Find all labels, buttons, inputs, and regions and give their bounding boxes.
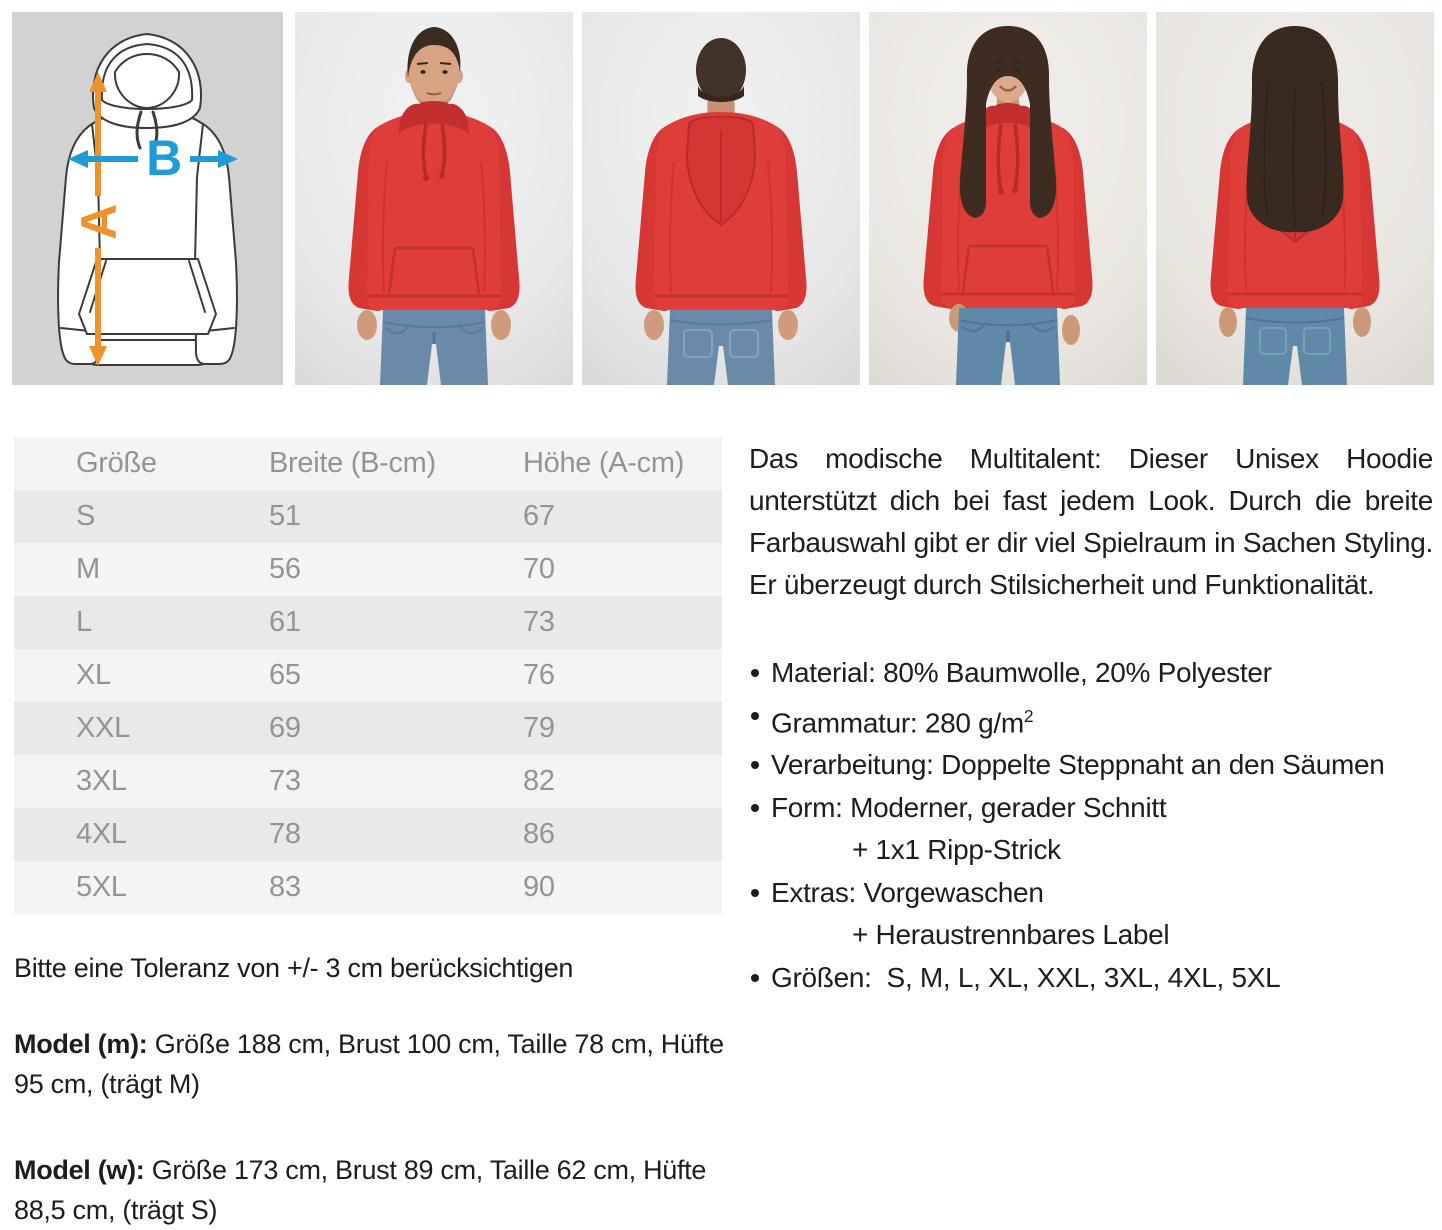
size-table-row: S 51 67 <box>14 490 722 543</box>
col-header-breite: Breite (B-cm) <box>269 447 436 479</box>
size-table <box>14 437 722 914</box>
model-m-info <box>14 1024 726 1104</box>
size-table-row: 5XL 83 90 <box>14 861 722 914</box>
model-w-info <box>14 1150 726 1230</box>
bullet-icon <box>751 712 759 720</box>
model-w-label: Model (w): <box>14 1155 145 1185</box>
bullet-icon <box>751 761 759 769</box>
feature-item-grammatur: Grammatur: 280 $g/m^2$ <box>749 695 1433 745</box>
size-table-row: XL 65 76 <box>14 649 722 702</box>
bullet-icon <box>751 669 759 677</box>
size-diagram-image <box>12 12 283 385</box>
size-table-row: M 56 70 <box>14 543 722 596</box>
label-a: A <box>71 204 127 240</box>
label-b: B <box>146 130 182 186</box>
feature-item-verarbeitung: Verarbeitung: Doppelte Steppnaht an den Säumen <box>749 744 1433 787</box>
tolerance-note: Bitte eine Toleranz von +/- 3 cm berücksichtigen <box>14 953 574 983</box>
feature-item-form: Form: Moderner, gerader Schnitt <box>749 787 1433 830</box>
feature-item-form-sub: + 1x1 Ripp-Strick <box>852 834 1061 866</box>
model-w-text: Größe 173 cm, Brust 89 cm, Taille 62 cm, Hüfte 88,5 cm, (trägt S) <box>14 1155 707 1225</box>
bullet-icon <box>751 974 759 982</box>
feature-item-extras: Extras: Vorgewaschen <box>749 872 1433 915</box>
size-table-row: L 61 73 <box>14 596 722 649</box>
superscript-2: 2 <box>1023 705 1034 726</box>
size-info-column <box>14 437 726 1230</box>
col-header-groesse: Größe <box>76 447 157 479</box>
bullet-icon <box>751 804 759 812</box>
bullet-icon <box>751 889 759 897</box>
size-table-row: 4XL 78 86 <box>14 808 722 861</box>
size-table-row: XXL 69 79 <box>14 702 722 755</box>
product-description <box>749 438 1433 999</box>
feature-item-extras-sub: + Heraustrennbares Label <box>852 919 1170 951</box>
feature-item-groessen: Größen: S, M, L, XL, XXL, 3XL, 4XL, 5XL <box>749 957 1433 1000</box>
size-table-row: 3XL 73 82 <box>14 755 722 808</box>
model-m-text: Größe 188 cm, Brust 100 cm, Taille 78 cm, Hüfte 95 cm, (trägt M) <box>14 1029 724 1099</box>
col-header-hoehe: Höhe (A-cm) <box>523 447 685 479</box>
description-intro: Das modische Multitalent: Dieser Unisex Hoodie unterstützt dich bei fast jedem Look. Durch die breite Farbauswahl gibt er dir viel Spielraum in Sachen Styling. Er überzeugt durch Stilsicherheit und Funktionalität. <box>749 443 1433 600</box>
size-table-header-row <box>14 437 722 490</box>
feature-item-material: Material: 80% Baumwolle, 20% Polyester <box>749 652 1433 695</box>
photo-male-front <box>295 12 573 385</box>
photo-female-front <box>869 12 1147 385</box>
feature-list <box>749 652 1433 999</box>
photo-male-back <box>582 12 860 385</box>
product-image-gallery <box>12 12 1434 385</box>
model-m-label: Model (m): <box>14 1029 148 1059</box>
photo-female-back <box>1156 12 1434 385</box>
